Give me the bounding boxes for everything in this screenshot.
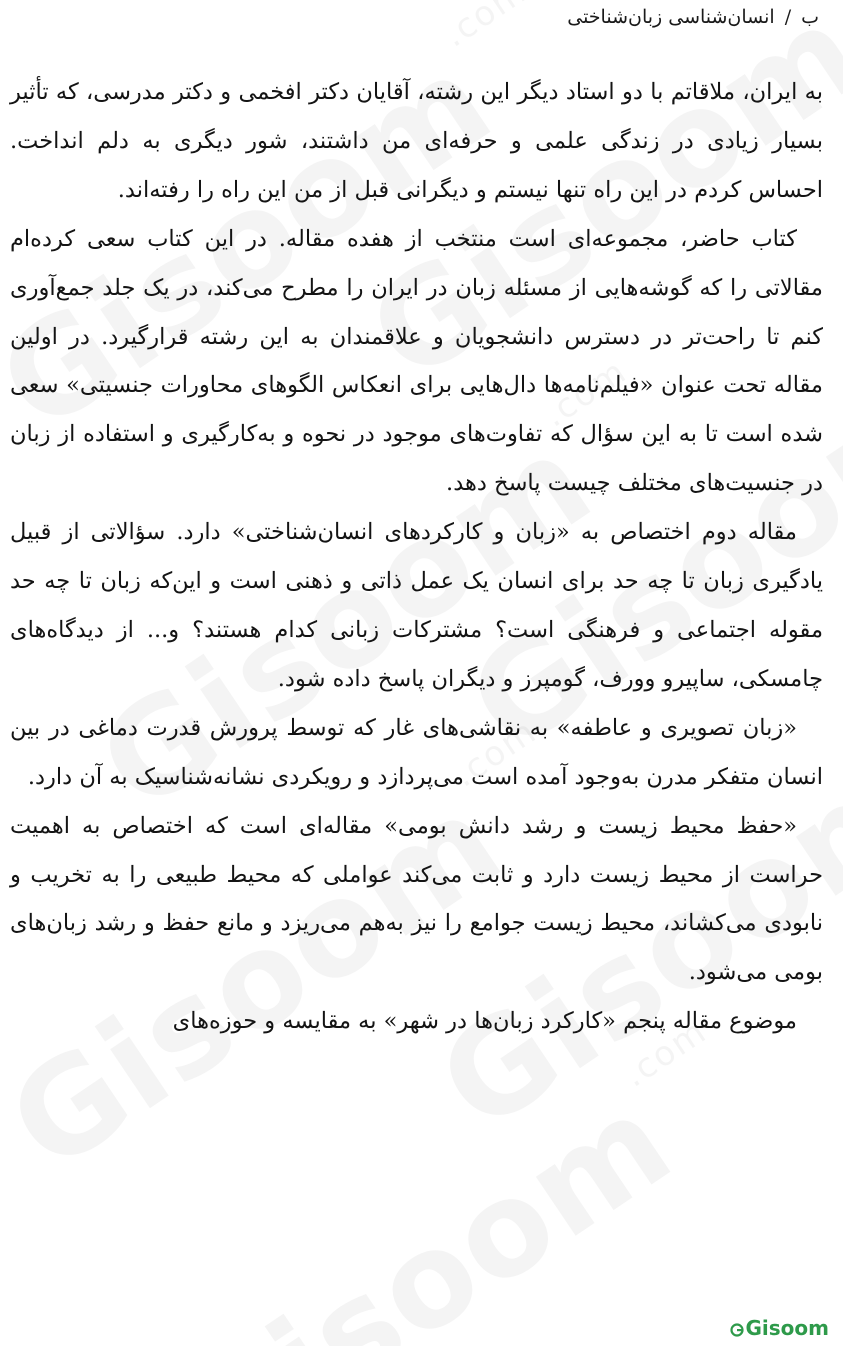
paragraph: «زبان تصویری و عاطفه» به نقاشی‌های غار که توسط پرورش قدرت دماغی در بین انسان متفکر مدرن به‌وجود آمده است می‌پردازد و رویکردی نشانه‌شناسیک به آن دارد. xyxy=(10,714,823,790)
gisoom-logo xyxy=(730,1316,830,1340)
gisoom-logo-icon xyxy=(730,1323,744,1337)
header-separator: / xyxy=(784,6,792,28)
paragraph: «حفظ محیط زیست و رشد دانش بومی» مقاله‌ای است که اختصاص به اهمیت حراست از محیط زیست دارد و ثابت می‌کند عواملی که محیط طبیعی را به تخریب و نابودی می‌کشاند، محیط زیست جوامع را نیز به‌هم می‌ریزد و مانع حفظ و رشد زبان‌های بومی می‌شود. xyxy=(10,812,823,986)
book-title: انسان‌شناسی زبان‌شناختی xyxy=(567,6,775,28)
paragraph: کتاب حاضر، مجموعه‌ای است منتخب از هفده مقاله. در این کتاب سعی کرده‌ام مقالاتی را که گوشه‌هایی از مسئله زبان در ایران را مطرح می‌کند، در یک جلد جمع‌آوری کنم تا راحت‌تر در دسترس دانشجویان و علاقمندان به این رشته قرارگیرد. در اولین مقاله تحت عنوان «فیلم‌نامه‌ها دال‌هایی برای انعکاس الگوهای محاورات جنسیتی» سعی شده است تا به این سؤال که تفاوت‌های موجود در نحوه و به‌کارگیری و استفاده از زبان در جنسیت‌های مختلف چیست پاسخ دهد. xyxy=(10,225,823,497)
page-body xyxy=(10,68,823,1046)
page-number: ب xyxy=(801,6,819,28)
logo-text: Gisoom xyxy=(745,1316,829,1340)
paragraph: مقاله دوم اختصاص به «زبان و کارکردهای انسان‌شناختی» دارد. سؤالاتی از قبیل یادگیری زبان تا چه حد برای انسان یک عمل ذاتی و ذهنی است و این‌که زبان تا چه حد مقوله اجتماعی و فرهنگی است؟ مشترکات زبانی کدام هستند؟ و... از دیدگاه‌های چامسکی، ساپیرو وورف، گومپرز و دیگران پاسخ داده شود. xyxy=(10,519,823,692)
page-header xyxy=(567,6,819,28)
paragraph: به ایران، ملاقاتم با دو استاد دیگر این رشته، آقایان دکتر افخمی و دکتر مدرسی، که تأثیر بسیار زیادی در زندگی علمی و حرفه‌ای من داشتند، شور دیگری به دلم انداخت. احساس کردم در این راه تنها نیستم و دیگرانی قبل از من این راه را رفته‌اند. xyxy=(10,79,823,203)
paragraph: موضوع مقاله پنجم «کارکرد زبان‌ها در شهر» به مقایسه و حوزه‌های xyxy=(172,1008,797,1035)
